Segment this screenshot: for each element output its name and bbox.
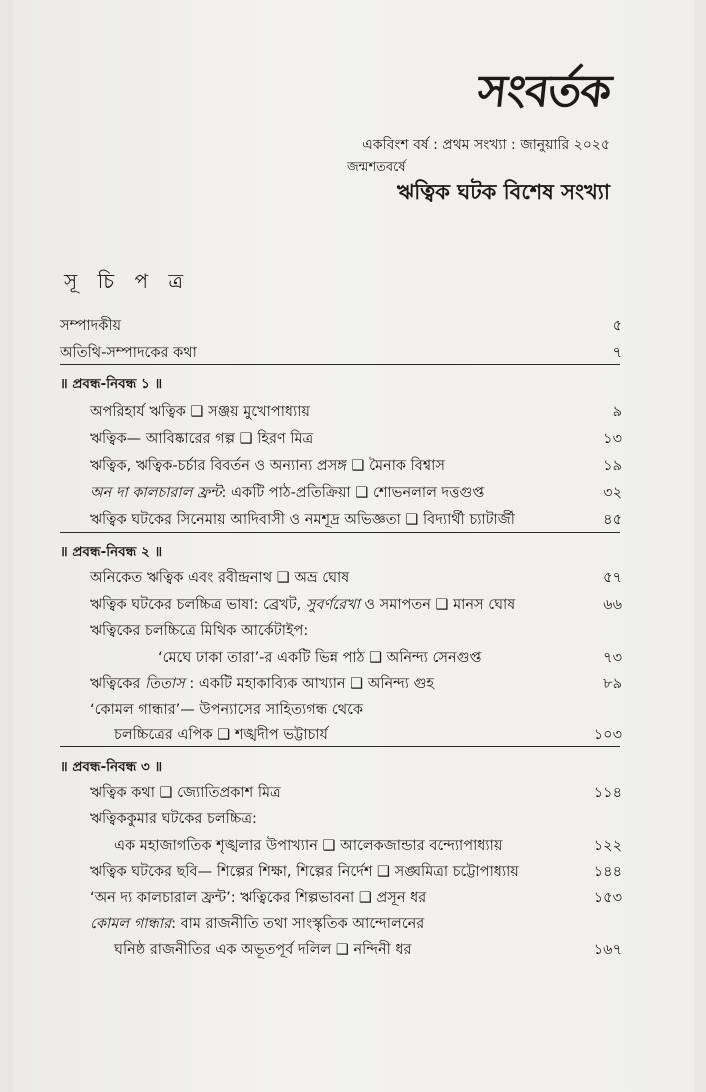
section-heading-2: ॥ প্রবন্ধ-নিবন্ধ ২ ॥ bbox=[60, 544, 163, 560]
section-heading-1: ॥ প্রবন্ধ-নিবন্ধ ১ ॥ bbox=[60, 376, 163, 392]
special-issue-title: ঋত্বিক ঘটক বিশেষ সংখ্যা bbox=[396, 180, 610, 204]
centenary-label: জন্মশতবর্ষে bbox=[347, 160, 406, 175]
divider bbox=[60, 746, 620, 747]
toc-heading: সূ চি প ত্র bbox=[64, 269, 191, 293]
issue-line: একবিংশ বর্ষ : প্রথম সংখ্যা : জানুয়ারি ২০২৫ bbox=[362, 137, 610, 153]
journal-logo: সংবর্তক bbox=[475, 66, 613, 117]
masthead bbox=[475, 66, 613, 117]
section-heading-3: ॥ প্রবন্ধ-নিবন্ধ ৩ ॥ bbox=[60, 759, 163, 775]
divider bbox=[60, 364, 620, 365]
divider bbox=[60, 532, 620, 533]
